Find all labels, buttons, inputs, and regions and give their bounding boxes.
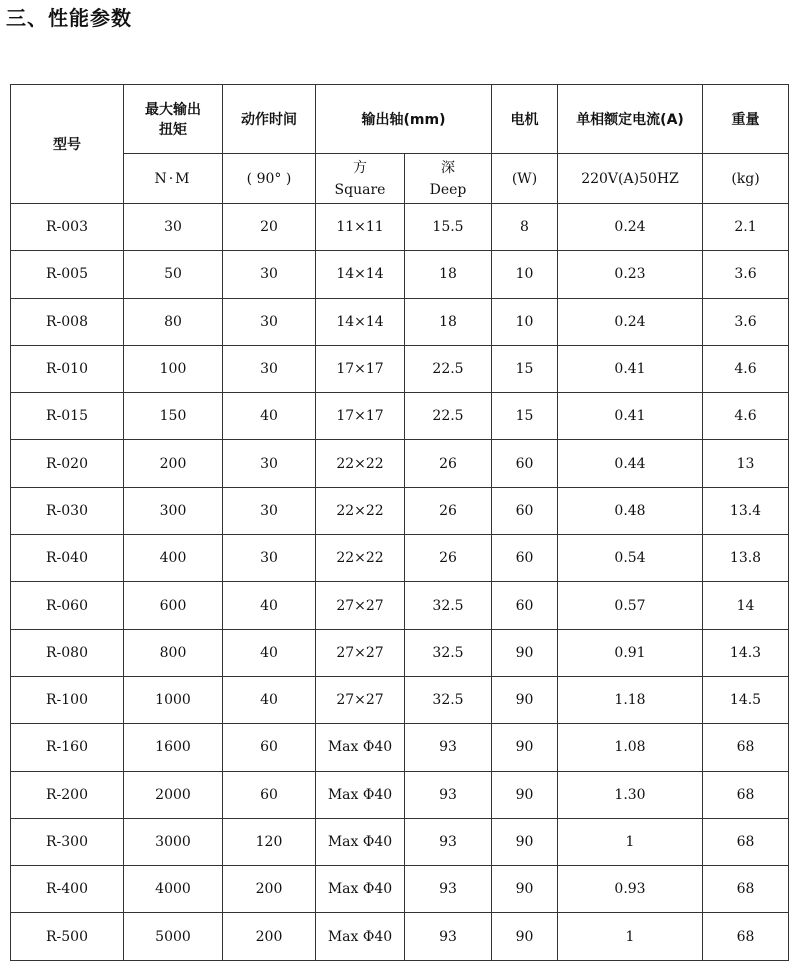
cell-deep: 93 [405,818,492,865]
unit-weight: (kg) [703,154,789,204]
performance-table [10,84,789,961]
cell-model: R-400 [11,866,124,913]
unit-square [316,154,405,204]
cell-model: R-008 [11,298,124,345]
table-row [11,535,789,582]
cell-square: Max Φ40 [316,818,405,865]
cell-model: R-005 [11,251,124,298]
table-row [11,913,789,960]
cell-model: R-020 [11,440,124,487]
cell-deep: 32.5 [405,629,492,676]
cell-model: R-015 [11,393,124,440]
cell-square: 14×14 [316,251,405,298]
cell-model: R-060 [11,582,124,629]
unit-deep-en: Deep [429,181,467,198]
cell-current: 1.18 [558,676,703,723]
cell-model: R-040 [11,535,124,582]
cell-current: 1 [558,913,703,960]
header-motor: 电机 [492,85,558,154]
cell-motor: 10 [492,251,558,298]
cell-motor: 90 [492,913,558,960]
cell-deep: 93 [405,913,492,960]
cell-motor: 90 [492,676,558,723]
table-row [11,629,789,676]
cell-torque: 400 [124,535,223,582]
cell-current: 1.30 [558,771,703,818]
cell-time: 30 [223,251,316,298]
header-current: 单相额定电流(A) [558,85,703,154]
table-row [11,487,789,534]
header-max-torque-line2: 扭矩 [159,122,187,138]
cell-torque: 50 [124,251,223,298]
table-row [11,866,789,913]
cell-deep: 18 [405,298,492,345]
cell-motor: 60 [492,487,558,534]
cell-square: Max Φ40 [316,913,405,960]
table-row [11,818,789,865]
cell-torque: 3000 [124,818,223,865]
cell-motor: 60 [492,535,558,582]
cell-square: 17×17 [316,345,405,392]
cell-deep: 93 [405,724,492,771]
cell-deep: 32.5 [405,676,492,723]
cell-time: 40 [223,676,316,723]
cell-time: 20 [223,204,316,251]
cell-weight: 68 [703,866,789,913]
unit-deep-cn: 深 [441,159,455,176]
cell-square: 14×14 [316,298,405,345]
cell-current: 0.54 [558,535,703,582]
cell-time: 60 [223,771,316,818]
cell-weight: 13.8 [703,535,789,582]
cell-time: 30 [223,535,316,582]
cell-time: 60 [223,724,316,771]
table-row [11,204,789,251]
cell-current: 0.23 [558,251,703,298]
cell-square: 11×11 [316,204,405,251]
cell-weight: 13 [703,440,789,487]
cell-model: R-200 [11,771,124,818]
cell-square: 27×27 [316,629,405,676]
cell-current: 0.41 [558,393,703,440]
cell-motor: 15 [492,345,558,392]
cell-square: 17×17 [316,393,405,440]
cell-motor: 60 [492,440,558,487]
cell-square: 22×22 [316,487,405,534]
cell-square: Max Φ40 [316,866,405,913]
table-row [11,393,789,440]
table-row [11,676,789,723]
cell-torque: 100 [124,345,223,392]
cell-weight: 4.6 [703,345,789,392]
cell-model: R-300 [11,818,124,865]
cell-deep: 15.5 [405,204,492,251]
cell-square: 27×27 [316,582,405,629]
cell-current: 0.24 [558,204,703,251]
cell-current: 0.44 [558,440,703,487]
cell-current: 0.57 [558,582,703,629]
cell-time: 30 [223,487,316,534]
cell-motor: 8 [492,204,558,251]
cell-time: 40 [223,629,316,676]
cell-weight: 14.3 [703,629,789,676]
cell-deep: 26 [405,440,492,487]
header-row [11,85,789,154]
cell-motor: 90 [492,818,558,865]
unit-torque: N·M [124,154,223,204]
cell-weight: 3.6 [703,298,789,345]
cell-torque: 150 [124,393,223,440]
cell-deep: 93 [405,866,492,913]
cell-time: 30 [223,298,316,345]
cell-motor: 90 [492,866,558,913]
cell-weight: 4.6 [703,393,789,440]
cell-torque: 30 [124,204,223,251]
cell-deep: 26 [405,535,492,582]
cell-deep: 93 [405,771,492,818]
cell-weight: 68 [703,771,789,818]
header-action-time: 动作时间 [223,85,316,154]
table-header [11,85,789,204]
unit-square-cn: 方 [353,159,367,176]
cell-torque: 1000 [124,676,223,723]
cell-time: 40 [223,393,316,440]
section-title: 三、性能参数 [6,6,132,30]
cell-torque: 5000 [124,913,223,960]
table-body [11,204,789,961]
cell-model: R-500 [11,913,124,960]
cell-time: 120 [223,818,316,865]
cell-current: 0.41 [558,345,703,392]
cell-deep: 22.5 [405,393,492,440]
cell-model: R-160 [11,724,124,771]
header-weight: 重量 [703,85,789,154]
unit-current: 220V(A)50HZ [558,154,703,204]
cell-weight: 3.6 [703,251,789,298]
cell-deep: 32.5 [405,582,492,629]
table-row [11,251,789,298]
header-model: 型号 [11,85,124,204]
cell-motor: 90 [492,629,558,676]
cell-square: 22×22 [316,440,405,487]
cell-current: 0.91 [558,629,703,676]
cell-current: 0.24 [558,298,703,345]
cell-time: 200 [223,913,316,960]
cell-motor: 90 [492,724,558,771]
cell-time: 30 [223,345,316,392]
cell-motor: 15 [492,393,558,440]
table-row [11,771,789,818]
cell-square: Max Φ40 [316,724,405,771]
table-row [11,345,789,392]
cell-torque: 200 [124,440,223,487]
cell-weight: 14.5 [703,676,789,723]
cell-time: 200 [223,866,316,913]
cell-time: 40 [223,582,316,629]
cell-current: 0.93 [558,866,703,913]
cell-torque: 1600 [124,724,223,771]
table-row [11,582,789,629]
cell-square: Max Φ40 [316,771,405,818]
header-max-torque [124,85,223,154]
unit-deep [405,154,492,204]
unit-motor: (W) [492,154,558,204]
cell-torque: 600 [124,582,223,629]
cell-motor: 60 [492,582,558,629]
cell-model: R-003 [11,204,124,251]
unit-row [11,154,789,204]
cell-deep: 22.5 [405,345,492,392]
cell-motor: 10 [492,298,558,345]
cell-model: R-010 [11,345,124,392]
cell-torque: 800 [124,629,223,676]
cell-weight: 13.4 [703,487,789,534]
header-output-shaft: 输出轴(mm) [316,85,492,154]
unit-square-en: Square [334,181,386,198]
unit-time: ( 90° ) [223,154,316,204]
cell-square: 27×27 [316,676,405,723]
cell-deep: 18 [405,251,492,298]
cell-current: 1 [558,818,703,865]
cell-square: 22×22 [316,535,405,582]
cell-model: R-100 [11,676,124,723]
table-row [11,298,789,345]
cell-weight: 68 [703,818,789,865]
table-row [11,724,789,771]
cell-torque: 300 [124,487,223,534]
header-max-torque-line1: 最大输出 [145,102,201,118]
cell-weight: 68 [703,724,789,771]
cell-torque: 80 [124,298,223,345]
cell-weight: 68 [703,913,789,960]
cell-weight: 14 [703,582,789,629]
table-row [11,440,789,487]
cell-motor: 90 [492,771,558,818]
cell-torque: 4000 [124,866,223,913]
cell-torque: 2000 [124,771,223,818]
cell-model: R-080 [11,629,124,676]
cell-deep: 26 [405,487,492,534]
cell-model: R-030 [11,487,124,534]
cell-weight: 2.1 [703,204,789,251]
cell-current: 1.08 [558,724,703,771]
cell-current: 0.48 [558,487,703,534]
cell-time: 30 [223,440,316,487]
